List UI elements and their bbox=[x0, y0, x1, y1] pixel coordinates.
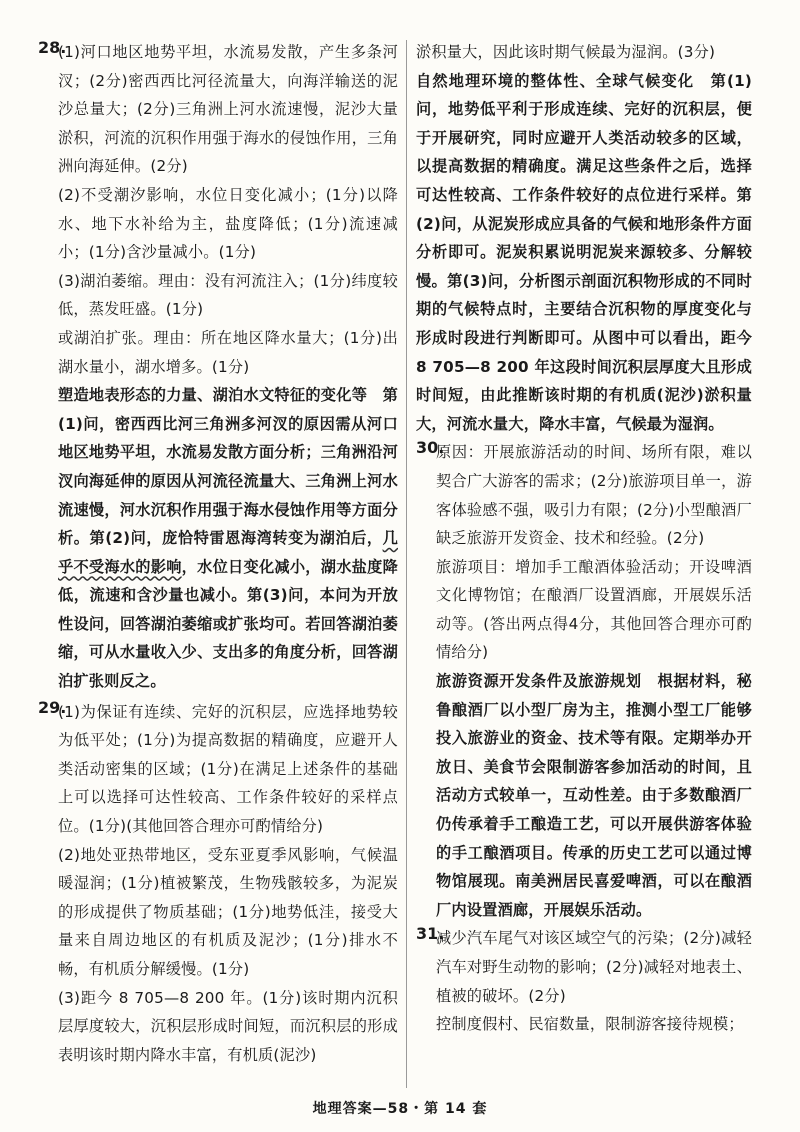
answer-part-1: 原因：开展旅游活动的时间、场所有限，难以契合广大游客的需求；(2分)旅游项目单一，游客体验感不强，吸引力有限；(2分)小型酿酒厂缺乏旅游开发资金、技术和经验。(2分) bbox=[436, 443, 752, 548]
explanation-underlined: 几乎不受海水的影响 bbox=[58, 529, 398, 576]
explanation: 旅游资源开发条件及旅游规划 根据材料，秘鲁酿酒厂以小型厂房为主，推测小型工厂能够投入旅游业的资金、技术等有限。定期举办开放日、美食节会限制游客参加活动的时间，且活动方式较单一，互动性差。由于多数酿酒厂仍传承着手工酿造工艺，可以开展供游客体验的手工酿酒项目。传承的历史工艺可以通过博物馆展现。南美洲居民喜爱啤酒，可以在酿酒厂内设置酒廊，开展娱乐活动。 bbox=[436, 672, 752, 919]
left-column bbox=[38, 38, 398, 1069]
question-30 bbox=[416, 438, 752, 924]
answer-part-2: (2)不受潮汐影响，水位日变化减小；(1分)以降水、地下水补给为主，盐度降低；(1分)流速减小；(1分)含沙量减小。(1分) bbox=[58, 185, 398, 262]
column-divider bbox=[406, 40, 407, 1088]
answer-part-2: 旅游项目：增加手工酿酒体验活动；开设啤酒文化博物馆；在酿酒厂设置酒廊，开展娱乐活动等。(答出两点得4分，其他回答合理亦可酌情给分) bbox=[436, 557, 752, 662]
question-number: 30. bbox=[416, 438, 445, 458]
page-footer: 地理答案—58・第 14 套 bbox=[312, 1101, 488, 1117]
answer-continuation: 淤积量大，因此该时期气候最为湿润。(3分) bbox=[416, 43, 716, 61]
question-number: 28. bbox=[38, 38, 67, 57]
answer-part-3-alt: 或湖泊扩张。理由：所在地区降水量大；(1分)出湖水量小，湖水增多。(1分) bbox=[58, 328, 398, 376]
answer-part-3: (3)湖泊萎缩。理由：没有河流注入；(1分)纬度较低，蒸发旺盛。(1分) bbox=[58, 271, 398, 319]
answer-part-2: 控制度假村、民宿数量，限制游客接待规模； bbox=[436, 1015, 744, 1034]
answer-part-1: 减少汽车尾气对该区域空气的污染；(2分)减轻汽车对野生动物的影响；(2分)减轻对地表土、植被的破坏。(2分) bbox=[436, 929, 752, 1005]
explanation bbox=[58, 381, 398, 696]
explanation: 自然地理环境的整体性、全球气候变化 第(1)问，地势低平利于形成连续、完好的沉积层，便于开展研究，同时应避开人类活动较多的区域，以提高数据的精确度。满足这些条件之后，选择可达性较高、工作条件较好的点位进行采样。第(2)问，从泥炭形成应具备的气候和地形条件方面分析即可。泥炭积累说明泥炭来源较多、分解较慢。第(3)问，分析图示剖面沉积物形成的不同时期的气候特点时，主要结合沉积物的厚度变化与形成时段进行判断即可。从图中可以看出，距今 8 705—8 200 年这段时间沉积层厚度大且形成时间短，由此推断该时期的有机质(泥沙)淤积量大，河流水量大，降水丰富，气候最为湿润。 bbox=[416, 71, 752, 433]
question-31 bbox=[416, 924, 752, 1038]
answer-part-1: (1)河口地区地势平坦，水流易发散，产生多条河汊；(2分)密西西比河径流量大，向海洋输送的泥沙总量大；(2分)三角洲上河水流速慢，泥沙大量淤积，河流的沉积作用强于海水的侵蚀作用，三角洲向海延伸。(2分) bbox=[58, 43, 398, 176]
question-28 bbox=[38, 38, 398, 696]
explanation-text-b: ，水位日变化减小，湖水盐度降低，流速和含沙量也减小。第(3)问，本问为开放性设问，回答湖泊萎缩或扩张均可。若回答湖泊萎缩，可从水量收入少、支出多的角度分析，回答湖泊扩张则反之。 bbox=[58, 557, 398, 691]
answer-part-1: (1)为保证有连续、完好的沉积层，应选择地势较为低平处；(1分)为提高数据的精确度，应避开人类活动密集的区域；(1分)在满足上述条件的基础上可以选择可达性较高、工作条件较好的采样点位。(1分)(其他回答合理亦可酌情给分) bbox=[58, 702, 398, 836]
right-column bbox=[416, 38, 752, 1039]
answer-part-2: (2)地处亚热带地区，受东亚夏季风影响，气候温暖湿润；(1分)植被繁茂，生物残骸较多，为泥炭的形成提供了物质基础；(1分)地势低洼，接受大量来自周边地区的有机质及泥沙；(1分)排水不畅，有机质分解缓慢。(1分) bbox=[58, 845, 398, 978]
answer-part-3: (3)距今 8 705—8 200 年。(1分)该时期内沉积层厚度较大，沉积层形成时间短，而沉积层的形成表明该时期内降水丰富，有机质(泥沙) bbox=[58, 988, 398, 1064]
question-29 bbox=[38, 697, 398, 1070]
question-number: 31. bbox=[416, 924, 445, 944]
question-number: 29. bbox=[38, 697, 67, 717]
explanation-text-a: 塑造地表形态的力量、湖泊水文特征的变化等 第(1)问，密西西比河三角洲多河汊的原因需从河口地区地势平坦，水流易发散方面分析；三角洲沿河汊向海延伸的原因从河流径流量大、三角洲上河水流速慢，河水沉积作用强于海水侵蚀作用等方面分析。第(2)问，庞恰特雷恩海湾转变为湖泊后， bbox=[58, 386, 398, 548]
